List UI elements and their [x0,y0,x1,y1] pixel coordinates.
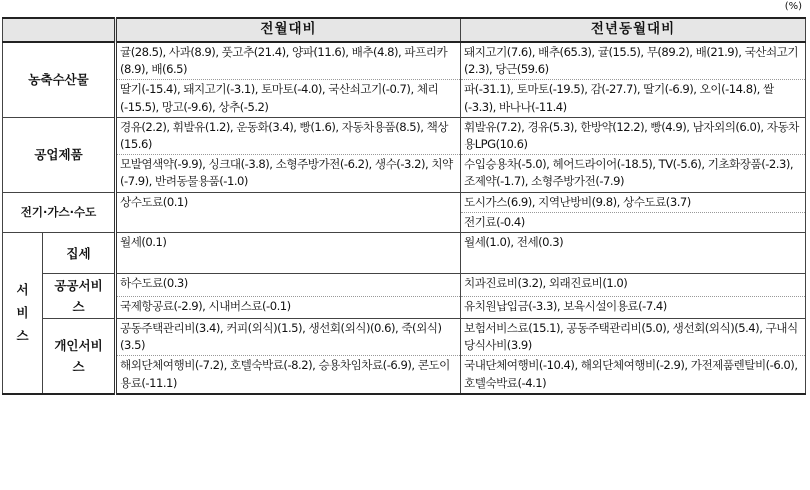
public-yoy-down: 유치원납입금(-3.3), 보육시설이용료(-7.4) [461,296,806,319]
public-row-down [3,296,806,319]
personal-row-up [3,319,806,356]
header-mom: 전월대비 [116,18,461,42]
category-agri: 농축수산물 [3,42,116,117]
industrial-mom-up: 경유(2.2), 휘발유(1.2), 운동화(3.4), 빵(1.6), 자동차용품(8.5), 책상(15.6) [116,117,461,154]
industrial-mom-down: 모발염색약(-9.9), 싱크대(-3.8), 소형주방가전(-6.2), 생수(-3.2), 치약(-7.9), 반려동물용품(-1.0) [116,155,461,192]
rent-yoy: 월세(1.0), 전세(0.3) [461,233,806,274]
header-corner [3,18,116,42]
personal-label: 개인서비스 [54,337,103,374]
subcategory-public [43,274,116,319]
agri-mom-down: 딸기(-15.4), 돼지고기(-3.1), 토마토(-4.0), 국산쇠고기(-0.7), 체리(-15.5), 망고(-9.6), 상추(-5.2) [116,80,461,117]
public-mom-up: 하수도료(0.3) [116,274,461,297]
utilities-row-up [3,192,806,212]
utilities-yoy-up: 도시가스(6.9), 지역난방비(9.8), 상수도료(3.7) [461,192,806,212]
subcategory-rent: 집세 [43,233,116,274]
unit-label: (%) [784,1,802,12]
personal-yoy-up: 보험서비스료(15.1), 공동주택관리비(5.0), 생선회(외식)(5.4), 구내식당식사비(3.9) [461,319,806,356]
public-yoy-up: 치과진료비(3.2), 외래진료비(1.0) [461,274,806,297]
industrial-row-up [3,117,806,154]
agri-row-up [3,42,806,80]
category-industrial: 공업제품 [3,117,116,192]
category-services [3,233,43,394]
personal-yoy-down: 국내단체여행비(-10.4), 해외단체여행비(-2.9), 가전제품렌탈비(-6.0), 호텔숙박료(-4.1) [461,356,806,394]
utilities-mom: 상수도료(0.1) [116,192,461,232]
utilities-yoy-down: 전기료(-0.4) [461,212,806,232]
category-utilities: 전기·가스·수도 [3,192,116,232]
rent-row [3,233,806,274]
industrial-yoy-down: 수입승용차(-5.0), 헤어드라이어(-18.5), TV(-5.6), 기초화장품(-2.3), 조제약(-1.7), 소형주방가전(-7.9) [461,155,806,192]
public-mom-down: 국제항공료(-2.9), 시내버스료(-0.1) [116,296,461,319]
personal-mom-down: 해외단체여행비(-7.2), 호텔숙박료(-8.2), 승용차임차료(-6.9), 콘도이용료(-11.1) [116,356,461,394]
subcategory-personal [43,319,116,394]
industrial-row-down [3,155,806,192]
public-row-up [3,274,806,297]
industrial-yoy-up: 휘발유(7.2), 경유(5.3), 한방약(12.2), 빵(4.9), 남자외의(6.0), 자동차용LPG(10.6) [461,117,806,154]
header-row [3,18,806,42]
agri-yoy-up: 돼지고기(7.6), 배추(65.3), 귤(15.5), 무(89.2), 배(21.9), 국산쇠고기(2.3), 당근(59.6) [461,42,806,80]
personal-mom-up: 공동주택관리비(3.4), 커피(외식)(1.5), 생선회(외식)(0.6), 죽(외식)(3.5) [116,319,461,356]
header-yoy: 전년동월대비 [461,18,806,42]
public-label: 공공서비스 [54,278,103,315]
price-change-table [2,17,806,395]
services-label: 서비스 [16,282,29,344]
rent-mom: 월세(0.1) [116,233,461,274]
agri-row-down [3,80,806,117]
personal-row-down [3,356,806,394]
agri-yoy-down: 파(-31.1), 토마토(-19.5), 감(-27.7), 딸기(-6.9), 오이(-14.8), 쌀(-3.3), 바나나(-11.4) [461,80,806,117]
agri-mom-up: 귤(28.5), 사과(8.9), 풋고추(21.4), 양파(11.6), 배추(4.8), 파프리카(8.9), 배(6.5) [116,42,461,80]
